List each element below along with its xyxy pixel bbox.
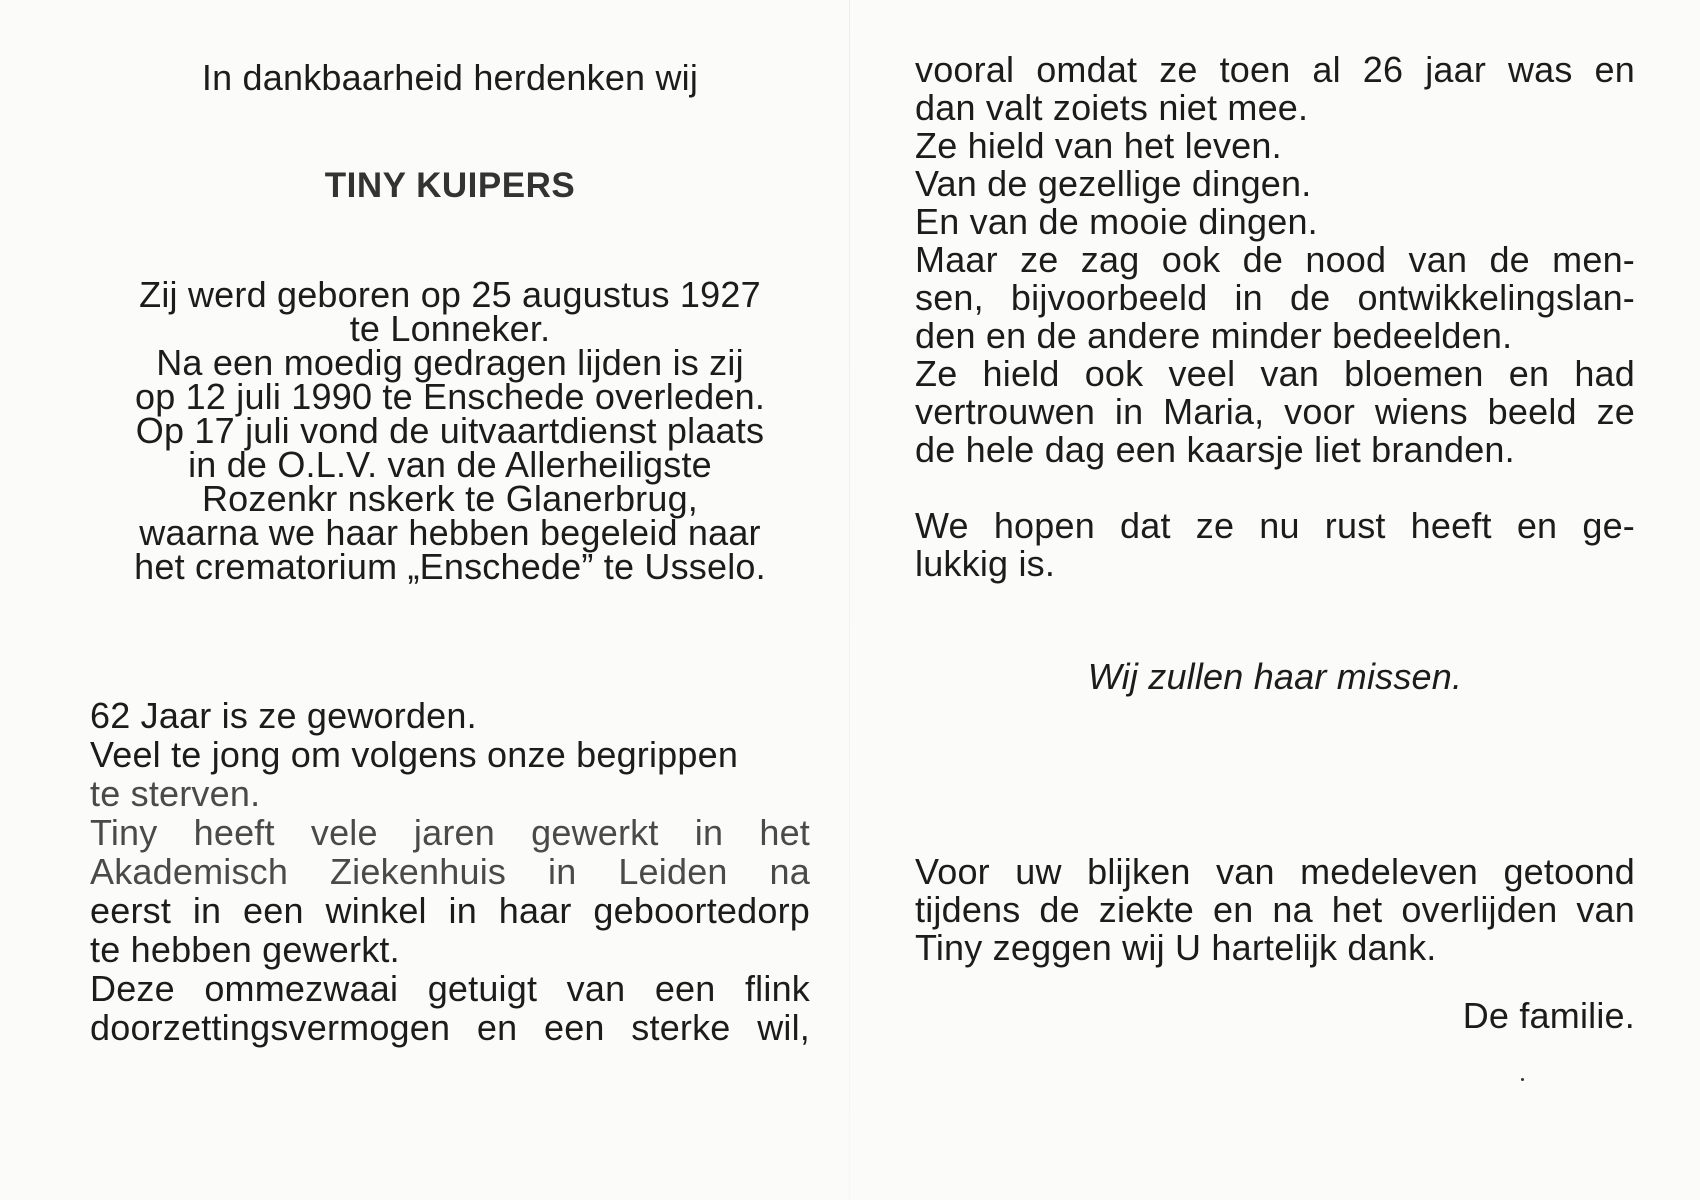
birth-line-2: te Lonneker.	[349, 308, 551, 349]
thanks-line-3: Tiny zeggen wij U hartelijk dank.	[915, 927, 1437, 968]
birth-line-6: in de O.L.V. van de Allerheiligste	[188, 444, 712, 485]
birth-line-4: op 12 juli 1990 te Enschede overleden.	[134, 376, 766, 417]
text-line-11: de hele dag een kaarsje liet branden.	[915, 429, 1515, 470]
life-line-3: te sterven.	[90, 773, 261, 814]
birth-line-9: het crematorium „Enschede” te Usselo.	[134, 546, 766, 587]
print-speck	[1521, 1078, 1524, 1081]
text-line-1: vooral omdat ze toen al 26 jaar was en	[915, 49, 1635, 90]
life-line-2: Veel te jong om volgens onze begrippen	[90, 734, 739, 775]
life-line-1: 62 Jaar is ze geworden.	[90, 695, 477, 736]
birth-line-3: Na een moedig gedragen lijden is zij	[156, 342, 744, 383]
card-fold-line	[849, 0, 850, 1200]
text-line-6: Maar ze zag ook de nood van de men-	[915, 239, 1635, 280]
text-line-9: Ze hield ook veel van bloemen en had	[915, 353, 1635, 394]
text-line-10: vertrouwen in Maria, voor wiens beeld ze	[915, 391, 1635, 432]
birth-line-7: Rozenkr nskerk te Glanerbrug,	[201, 478, 699, 519]
life-line-9: doorzettingsvermogen en een sterke wil,	[90, 1007, 810, 1048]
birth-line-1: Zij werd geboren op 25 augustus 1927	[139, 274, 761, 315]
text-line-3: Ze hield van het leven.	[915, 125, 1282, 166]
birth-line-5: Op 17 juli vond de uitvaartdienst plaats	[135, 410, 765, 451]
thanks-line-2: tijdens de ziekte en na het overlijden van	[915, 889, 1635, 930]
life-line-8: Deze ommezwaai getuigt van een flink	[90, 968, 810, 1009]
life-line-7: te hebben gewerkt.	[90, 929, 400, 970]
text-line-2: dan valt zoiets niet mee.	[915, 87, 1309, 128]
intro-text: In dankbaarheid herdenken wij	[201, 57, 699, 98]
hope-line-2: lukkig is.	[915, 543, 1056, 584]
life-line-6: eerst in een winkel in haar geboortedorp	[90, 890, 810, 931]
birth-line-8: waarna we haar hebben begeleid naar	[139, 512, 761, 553]
life-line-5: Akademisch Ziekenhuis in Leiden na	[90, 851, 810, 892]
hope-line-1: We hopen dat ze nu rust heeft en ge-	[915, 505, 1635, 546]
text-line-7: sen, bijvoorbeeld in de ontwikkelingslan-	[915, 277, 1635, 318]
text-line-5: En van de mooie dingen.	[915, 201, 1318, 242]
deceased-name: TINY KUIPERS	[324, 166, 576, 205]
left-column	[90, 0, 810, 1200]
text-line-8: den en de andere minder bedeelden.	[915, 315, 1513, 356]
right-column	[915, 0, 1635, 1200]
missing-text: Wij zullen haar missen.	[1087, 656, 1463, 697]
life-line-4: Tiny heeft vele jaren gewerkt in het	[90, 812, 810, 853]
text-line-4: Van de gezellige dingen.	[915, 163, 1312, 204]
thanks-line-1: Voor uw blijken van medeleven getoond	[915, 851, 1635, 892]
signature-text: De familie.	[1462, 995, 1635, 1036]
